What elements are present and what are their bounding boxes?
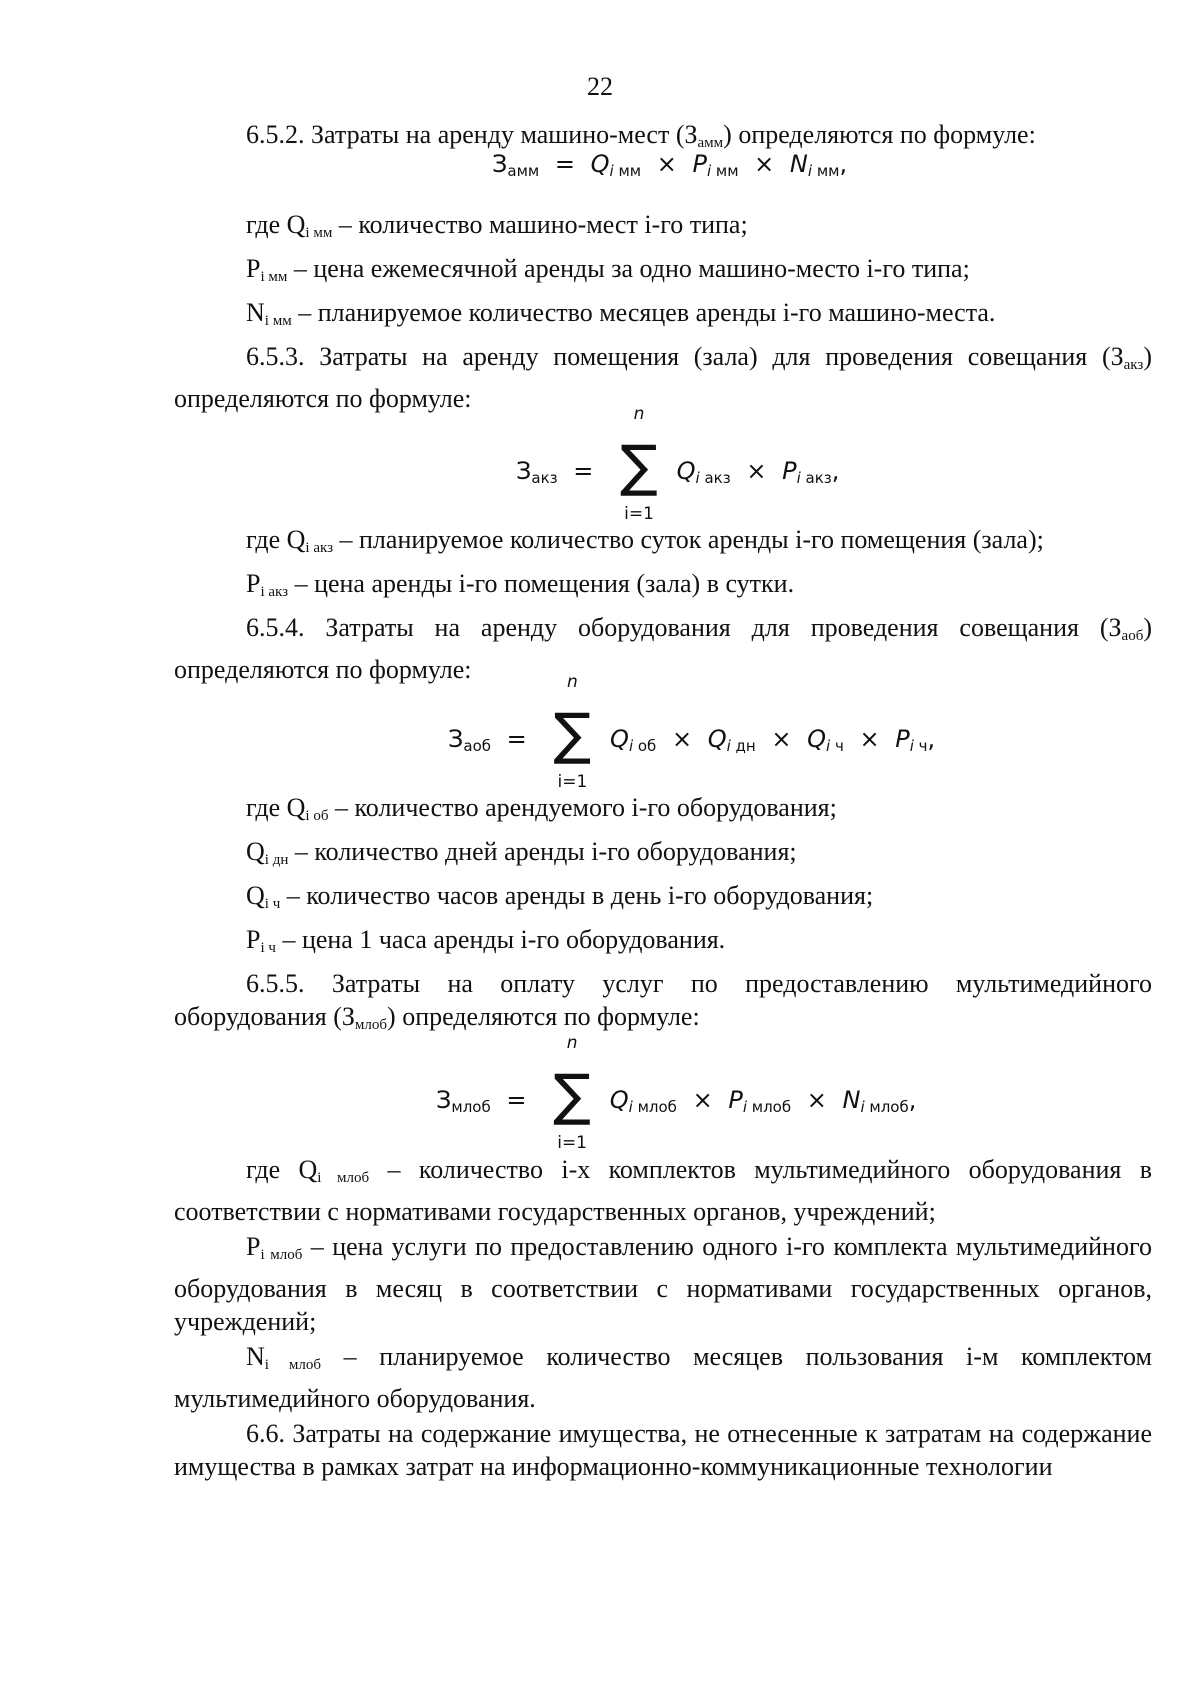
formula-aob: Заоб = n ∑ i=1 Qi об × Qi дн × Qi ч × Pi ч, — [448, 672, 936, 792]
section-6-5-3-heading: 6.5.3. Затраты на аренду помещения (зала) для проведения совещания $(З_{акз})$ определяются по формуле: — [174, 342, 1152, 413]
page-number: 22 — [587, 72, 613, 101]
formula-akz: Закз = n ∑ i=1 Qi акз × Pi акз, — [516, 404, 840, 524]
def-n-mlob: $N_{i млоб}$ – планируемое количество месяцев пользования i-м комплектом мультимедийного оборудования. — [174, 1342, 1153, 1413]
formula-amm: Замм = Qi мм × Pi мм × Ni мм, — [492, 150, 848, 180]
def-n-mm: $N_{i мм}$ – планируемое количество месяцев аренды i-го машино-места. — [246, 298, 996, 329]
def-p-akz: $P_{i акз}$ – цена аренды i-го помещения (зала) в сутки. — [246, 569, 795, 600]
section-6-5-5-heading: 6.5.5. Затраты на оплату услуг по предоставлению мультимедийного оборудования $(З_{млоб})$ определяются по формуле: — [174, 969, 1152, 1033]
def-q-akz: где $Q_{i акз}$ – планируемое количество суток аренды i-го помещения (зала); — [246, 525, 1044, 556]
def-q-dn: $Q_{i дн}$ – количество дней аренды i-го оборудования; — [246, 837, 797, 868]
section-6-6-heading: 6.6. Затраты на содержание имущества, не отнесенные к затратам на содержание имущества в рамках затрат на информационно-коммуникационные технологии — [174, 1419, 1152, 1481]
def-q-mlob: где $Q_{i млоб}$ – количество i-х комплектов мультимедийного оборудования в соответствии с нормативами государственных органов, учреждений; — [174, 1155, 1153, 1226]
def-p-mm: $P_{i мм}$ – цена ежемесячной аренды за одно машино-место i-го типа; — [246, 254, 970, 285]
section-6-5-2-heading: 6.5.2. Затраты на аренду машино-мест $(З_{амм})$ определяются по формуле: — [246, 120, 1036, 151]
def-q-mm: где $Q_{i мм}$ – количество машино-мест i-го типа; — [246, 210, 748, 241]
def-q-ch: $Q_{i ч}$ – количество часов аренды в день i-го оборудования; — [246, 881, 874, 912]
def-p-ch: $P_{i ч}$ – цена 1 часа аренды i-го оборудования. — [246, 925, 726, 956]
section-6-5-4-heading: 6.5.4. Затраты на аренду оборудования для проведения совещания $(З_{аоб})$ определяются по формуле: — [174, 613, 1152, 684]
def-q-ob: где $Q_{i об}$ – количество арендуемого i-го оборудования; — [246, 793, 837, 824]
sum-sigma-aob: n ∑ i=1 — [553, 672, 592, 792]
formula-mlob: Змлоб = n ∑ i=1 Qi млоб × Pi млоб × Ni млоб, — [436, 1033, 917, 1153]
sum-sigma-mlob: n ∑ i=1 — [553, 1033, 591, 1153]
sum-sigma-akz: n ∑ i=1 — [620, 404, 658, 524]
def-p-mlob: $P_{i млоб}$ – цена услуги по предоставлению одного i-го комплекта мультимедийного оборудования в месяц в соответствии с нормативами государственных органов, учреждений; — [174, 1232, 1152, 1336]
